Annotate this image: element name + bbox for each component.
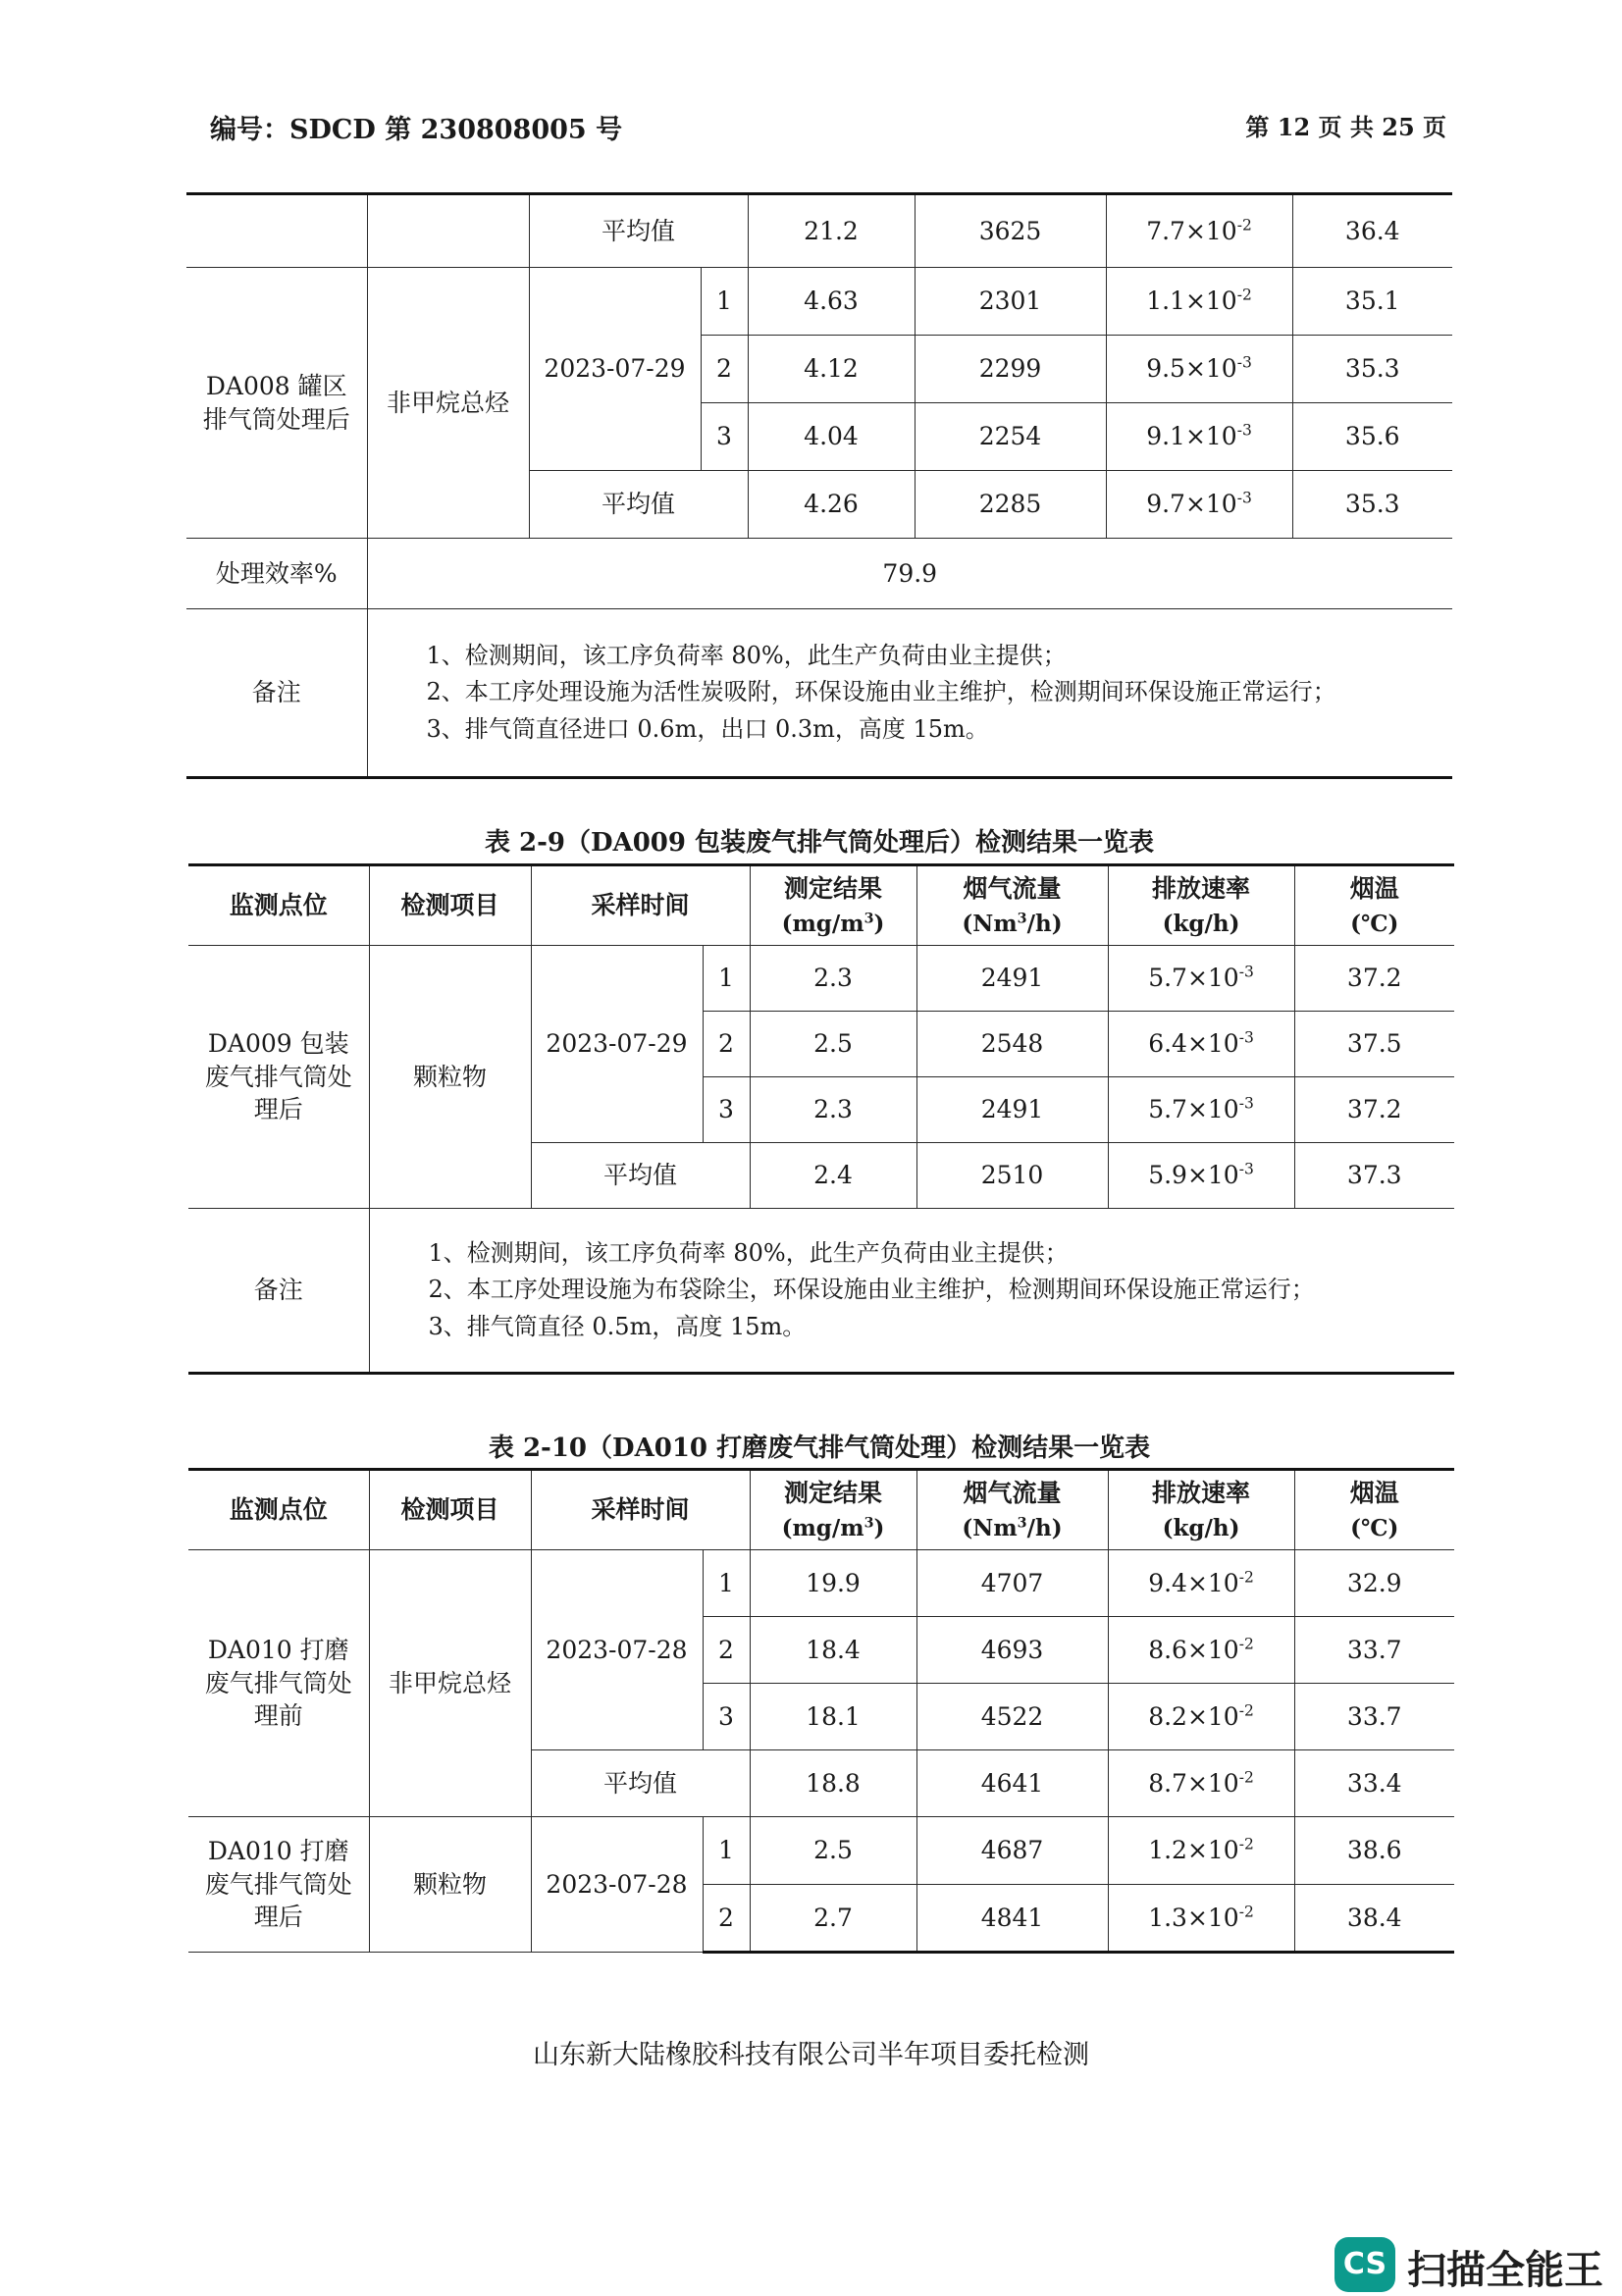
date-cell: 2023-07-29 (531, 946, 703, 1143)
table-da008 (186, 192, 1452, 779)
avg-conc: 21.2 (748, 194, 915, 268)
avg-flow: 3625 (915, 194, 1106, 268)
page-footer: 山东新大陆橡胶科技有限公司半年项目委托检测 (533, 2040, 1089, 2070)
date-cell: 2023-07-29 (529, 268, 701, 471)
table-row: 平均值 2.4 2510 $5.9\times 10^{-3}$ 37.3 (188, 1143, 1454, 1209)
table-row: 2 2.5 2548 $6.4\times 10^{-3}$ 37.5 (188, 1012, 1454, 1077)
efficiency-label: 处理效率% (186, 539, 367, 609)
site-cell: DA009 包装废气排气筒处理后 (188, 946, 369, 1209)
page-number: 第 12 页 共 25 页 (1245, 113, 1446, 141)
table-da010 (188, 1468, 1454, 1954)
document-number: 编号：SDCD 第 230808005 号 (210, 115, 623, 145)
remarks-label: 备注 (188, 1209, 369, 1374)
table-row: DA010 打磨废气排气筒处理后 颗粒物 2023-07-28 1 2.5 4687 $1.2\times 10^{-2}$ 38.6 (188, 1817, 1454, 1885)
table-header-row: 监测点位 检测项目 采样时间 测定结果 $(mg/m^3)$ 烟气流量 (Nm$^3$/h) 排放速率 (kg/h) 烟温 (℃) (188, 865, 1454, 946)
site-cell: DA010 打磨废气排气筒处理前 (188, 1550, 369, 1817)
table-row: 3 18.1 4522 $8.2\times 10^{-2}$ 33.7 (188, 1684, 1454, 1750)
table-row (186, 194, 1452, 268)
table-row: 2 2.7 4841 $1.3\times 10^{-2}$ 38.4 (188, 1885, 1454, 1953)
table-row (188, 1209, 1454, 1374)
efficiency-value: 79.9 (367, 539, 1452, 609)
table-row (186, 539, 1452, 609)
table-row: 3 4.04 2254 $9.1\times 10^{-3}$ 35.6 (186, 403, 1452, 471)
table-caption: 表 2-9（DA009 包装废气排气筒处理后）检测结果一览表 (484, 828, 1155, 858)
date-cell: 2023-07-28 (531, 1550, 703, 1750)
remarks: 1、检测期间，该工序负荷率 80%，此生产负荷由业主提供； 2、本工序处理设施为布袋除尘，环保设施由业主维护，检测期间环保设施正常运行； 3、排气筒直径 0.5m，高度 15m。 (369, 1209, 1454, 1374)
remarks-label: 备注 (186, 609, 367, 778)
site-cell: DA010 打磨废气排气筒处理后 (188, 1817, 369, 1953)
table-header-row: 监测点位 检测项目 采样时间 测定结果 $(mg/m^3)$ 烟气流量 (Nm$^3$/h) 排放速率 (kg/h) 烟温 (℃) (188, 1470, 1454, 1550)
table-row: 平均值 4.26 2285 $9.7\times 10^{-3}$ 35.3 (186, 471, 1452, 539)
watermark-text: 扫描全能王 (1407, 2248, 1603, 2293)
item-cell: 颗粒物 (369, 946, 531, 1209)
table-row: DA009 包装废气排气筒处理后 颗粒物 2023-07-29 1 2.3 2491 $5.7\times 10^{-3}$ 37.2 (188, 946, 1454, 1012)
item-cell: 非甲烷总烃 (369, 1550, 531, 1817)
table-row: DA010 打磨废气排气筒处理前 非甲烷总烃 2023-07-28 1 19.9 4707 $9.4\times 10^{-2}$ 32.9 (188, 1550, 1454, 1617)
item-cell: 非甲烷总烃 (367, 268, 529, 539)
table-row: 2 18.4 4693 $8.6\times 10^{-2}$ 33.7 (188, 1617, 1454, 1684)
item-cell: 颗粒物 (369, 1817, 531, 1953)
table-caption: 表 2-10（DA010 打磨废气排气筒处理）检测结果一览表 (488, 1434, 1151, 1463)
table-row: 3 2.3 2491 $5.7\times 10^{-3}$ 37.2 (188, 1077, 1454, 1143)
remarks: 1、检测期间，该工序负荷率 80%，此生产负荷由业主提供； 2、本工序处理设施为活性炭吸附，环保设施由业主维护，检测期间环保设施正常运行； 3、排气筒直径进口 0.6m，出口 0.3m，高度 15m。 (367, 609, 1452, 778)
avg-temp: 36.4 (1292, 194, 1452, 268)
avg-rate: $7.7\times 10^{-2}$ (1106, 194, 1292, 268)
table-row: 2 4.12 2299 $9.5\times 10^{-3}$ 35.3 (186, 336, 1452, 403)
table-row (186, 609, 1452, 778)
table-row: DA008 罐区排气筒处理后 非甲烷总烃 2023-07-29 1 4.63 2301 $1.1\times 10^{-2}$ 35.1 (186, 268, 1452, 336)
table-da009 (188, 863, 1454, 1375)
site-cell: DA008 罐区排气筒处理后 (186, 268, 367, 539)
camscanner-logo-icon: CS (1334, 2237, 1395, 2292)
avg-label: 平均值 (529, 194, 748, 268)
table-row: 平均值 18.8 4641 $8.7\times 10^{-2}$ 33.4 (188, 1750, 1454, 1817)
date-cell: 2023-07-28 (531, 1817, 703, 1953)
page-header (210, 108, 1446, 147)
